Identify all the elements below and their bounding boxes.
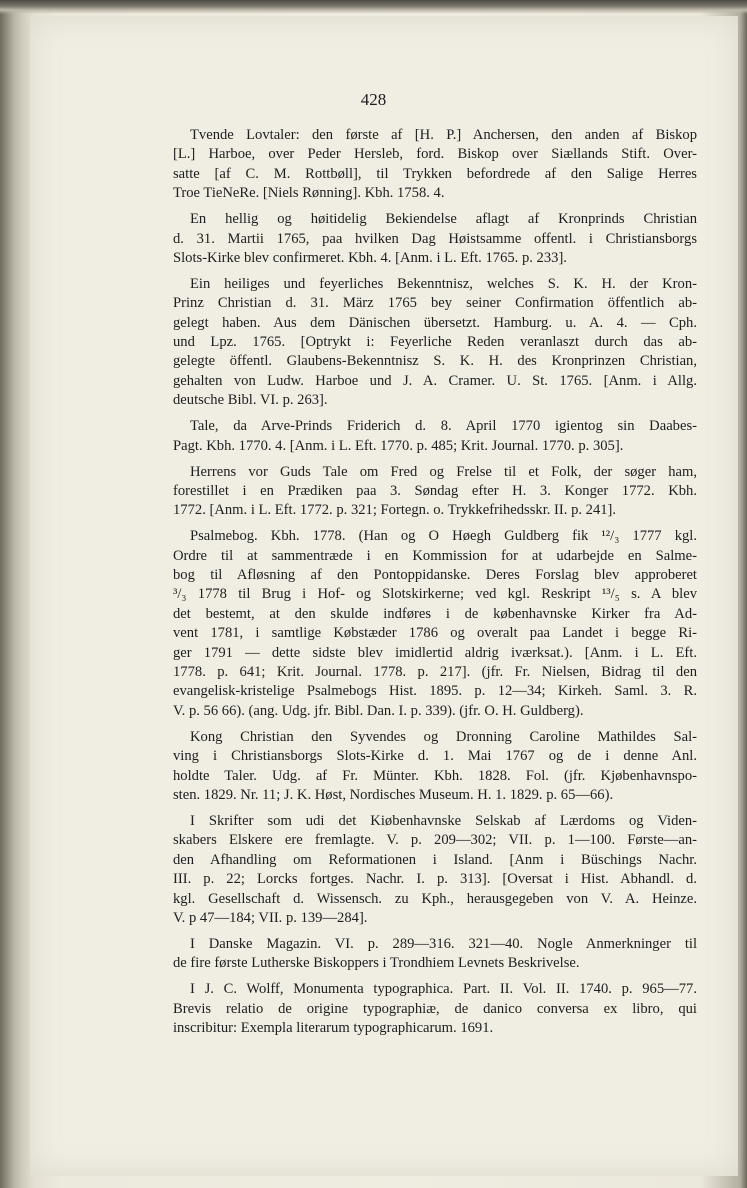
text-line: V. p 47—184; VII. p. 139—284]. bbox=[173, 909, 368, 926]
text-line: evangelisk-kristelige Psalmebogs Hist. 1895. p. 12—34; Kirkeh. Saml. 3. R. bbox=[173, 683, 697, 700]
text-line: d. 31. Martii 1765, paa hvilken Dag Høistsamme offentl. i Christiansborgs bbox=[173, 230, 697, 247]
text-line: Brevis relatio de origine typographiæ, de danico conversa ex libro, qui bbox=[173, 1000, 697, 1017]
text-line: vent 1781, i samtlige Købstæder 1786 og overalt paa Landet i begge Ri- bbox=[173, 625, 697, 642]
text-line: Psalmebog. Kbh. 1778. (Han og O Høegh Guldberg fik ¹²/₃ 1777 kgl. bbox=[190, 528, 697, 545]
binding-edge bbox=[0, 0, 747, 14]
text-line: deutsche Bibl. VI. p. 263]. bbox=[173, 392, 328, 409]
text-line: Tale, da Arve-Prinds Friderich d. 8. April 1770 igientog sin Daabes- bbox=[190, 418, 697, 435]
text-line: ger 1791 — dette sidste blev imidlertid aldrig iværksat.). [Anm. i L. Eft. bbox=[173, 644, 697, 661]
text-line: III. p. 22; Lorcks fortges. Nachr. I. p. 313]. [Oversat i Hist. Abhandl. d. bbox=[173, 871, 697, 888]
bibliography-entry bbox=[173, 980, 697, 1038]
text-line: und Lpz. 1765. [Optrykt i: Feyerliche Reden veranlaszt durch das ab- bbox=[173, 334, 697, 351]
bibliography-entry bbox=[173, 527, 697, 721]
bibliography-entry bbox=[173, 463, 697, 521]
text-line: Slots-Kirke blev confirmeret. Kbh. 4. [Anm. i L. Eft. 1765. p. 233]. bbox=[173, 249, 567, 266]
text-line: gelegte öffentl. Glaubens-Bekenntnisz S. K. H. des Kronprinzen Christian, bbox=[173, 353, 697, 370]
text-line: Pagt. Kbh. 1770. 4. [Anm. i L. Eft. 1770. p. 485; Krit. Journal. 1770. p. 305]. bbox=[173, 437, 624, 454]
bibliography-entry bbox=[173, 812, 697, 928]
text-line: holdte Taler. Udg. af Fr. Münter. Kbh. 1828. Fol. (jfr. Kjøbenhavnspo- bbox=[173, 767, 697, 784]
text-line: satte [af C. M. Rottbøll], til Trykken befordrede af den Salige Herres bbox=[173, 165, 697, 182]
text-line: 1778. p. 641; Krit. Journal. 1778. p. 217]. (jfr. Fr. Nielsen, Bidrag til den bbox=[173, 664, 697, 681]
bibliography-entry bbox=[173, 728, 697, 806]
text-line: ving i Christiansborgs Slots-Kirke d. 1. Mai 1767 og de i denne Anl. bbox=[173, 748, 697, 765]
page-number: 428 bbox=[360, 90, 387, 109]
text-line: I J. C. Wolff, Monumenta typographica. Part. II. Vol. II. 1740. p. 965—77. bbox=[190, 981, 697, 998]
text-line: Troe TieNeRe. [Niels Rønning]. Kbh. 1758. 4. bbox=[173, 185, 445, 202]
text-line: sten. 1829. Nr. 11; J. K. Høst, Nordisches Museum. H. 1. 1829. p. 65—66). bbox=[173, 787, 614, 803]
text-line: den Afhandling om Reformationen i Island. [Anm i Büschings Nachr. bbox=[173, 851, 697, 868]
text-line: I Danske Magazin. VI. p. 289—316. 321—40. Nogle Anmerkninger til bbox=[190, 935, 697, 952]
text-line: gehalten von Ludw. Harboe und J. A. Cramer. U. St. 1765. [Anm. i Allg. bbox=[173, 372, 697, 389]
text-line: ³/₃ 1778 til Brug i Hof- og Slotskirkerne; ved kgl. Reskript ¹³/₅ s. A blev bbox=[173, 586, 697, 603]
text-line: [L.] Harboe, over Peder Hersleb, ford. Biskop over Siællands Stift. Over- bbox=[173, 146, 697, 163]
text-line: bog til Afløsning af den Pontoppidanske. Deres Forslag blev approberet bbox=[173, 567, 697, 584]
text-line: En hellig og høitidelig Bekiendelse aflagt af Kronprinds Christian bbox=[190, 211, 697, 228]
bibliography-entry bbox=[173, 275, 697, 411]
text-line: Kong Christian den Syvendes og Dronning Caroline Mathildes Sal- bbox=[190, 728, 697, 745]
text-line: Prinz Christian d. 31. März 1765 bey seiner Confirmation öffentlich ab- bbox=[173, 295, 697, 312]
text-line: Ordre til at sammentræde i en Kommission for at udarbejde en Salme- bbox=[173, 547, 697, 564]
text-line: gelegt haben. Aus dem Dänischen übersetzt. Hamburg. u. A. 4. — Cph. bbox=[173, 314, 697, 331]
bibliography-entry bbox=[173, 126, 697, 204]
text-line: skabers Elskere ere fremlagte. V. p. 209—302; VII. p. 1—100. Første—an- bbox=[173, 832, 697, 849]
text-line: V. p. 56 66). (ang. Udg. jfr. Bibl. Dan. I. p. 339). (jfr. O. H. Guldberg). bbox=[173, 702, 584, 719]
text-line: det bestemt, at den skulde indføres i de københavnske Kirker fra Ad- bbox=[173, 605, 697, 622]
text-line: Herrens vor Guds Tale om Fred og Frelse til et Folk, der søger ham, bbox=[190, 463, 697, 480]
text-line: inscribitur: Exempla literarum typographicarum. 1691. bbox=[173, 1019, 494, 1036]
text-line: forestillet i en Prædiken paa 3. Søndag efter H. 3. Konger 1772. Kbh. bbox=[173, 482, 697, 499]
text-line: de fire første Lutherske Biskoppers i Trondhiem Levnets Beskrivelse. bbox=[173, 955, 580, 972]
text-line: Ein heiliges und feyerliches Bekenntnisz, welches S. K. H. der Kron- bbox=[190, 275, 697, 292]
bibliography-entry bbox=[173, 935, 697, 974]
bibliography-entry bbox=[173, 417, 697, 456]
text-line: Tvende Lovtaler: den første af [H. P.] Anchersen, den anden af Biskop bbox=[190, 127, 697, 143]
text-line: 1772. [Anm. i L. Eft. 1772. p. 321; Fortegn. o. Trykkefrihedsskr. II. p. 241]. bbox=[173, 502, 617, 519]
bibliography-entry bbox=[173, 210, 697, 268]
text-line: I Skrifter som udi det Kiøbenhavnske Selskab af Lærdoms og Viden- bbox=[190, 812, 697, 829]
text-line: kgl. Gesellschaft d. Wissensch. zu Kph., herausgegeben von V. A. Heinze. bbox=[173, 890, 697, 907]
bibliography-text bbox=[173, 126, 697, 1045]
